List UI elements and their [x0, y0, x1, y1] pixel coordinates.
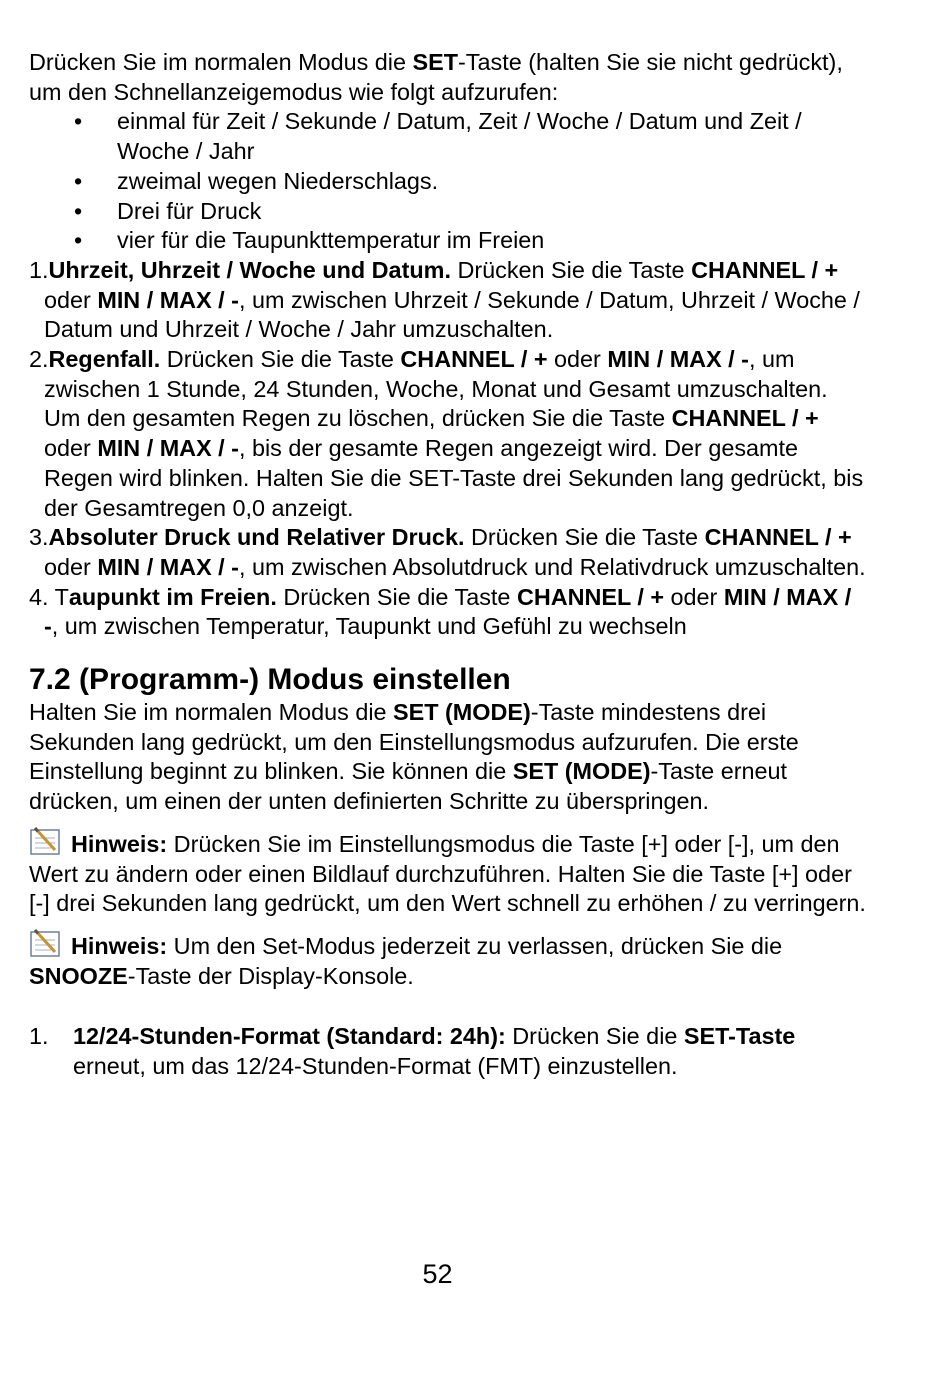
list-item: • vier für die Taupunkttemperatur im Freien [29, 226, 869, 256]
bullet-icon: • [74, 197, 83, 224]
bullet-icon: • [74, 108, 83, 135]
quick-display-list [29, 107, 869, 256]
list-item: • einmal für Zeit / Sekunde / Datum, Zeit / Woche / Datum und Zeit / Woche / Jahr [74, 108, 802, 165]
list-item: • Drei für Druck [29, 197, 869, 227]
intro-paragraph: Drücken Sie im normalen Modus die SET-Taste (halten Sie sie nicht gedrückt), um den Schnellanzeigemodus wie folgt aufzurufen: [29, 49, 843, 105]
note-pencil-icon [29, 826, 65, 856]
numbered-item-rain: 2.Regenfall. Drücken Sie die Taste CHANNEL / + oder MIN / MAX / -, um zwischen 1 Stunde, 24 Stunden, Woche, Monat und Gesamt umzuschalten. Um den gesamten Regen zu löschen, drücken Sie die Taste CHANNEL / + oder MIN / MAX / -, bis der gesamte Regen angezeigt wird. Der gesamte Regen wird blinken. Halten Sie die SET-Taste drei Sekunden lang gedrückt, bis der Gesamtregen 0,0 anzeigt. [29, 346, 864, 521]
bullet-icon: • [74, 167, 83, 194]
numbered-item-pressure: 3.Absoluter Druck und Relativer Druck. Drücken Sie die Taste CHANNEL / + oder MIN / MAX / -, um zwischen Absolutdruck und Relativdruck umzuschalten. [29, 524, 866, 580]
numbered-item-time: 1.Uhrzeit, Uhrzeit / Woche und Datum. Drücken Sie die Taste CHANNEL / + oder MIN / MAX / -, um zwischen Uhrzeit / Sekunde / Datum, Uhrzeit / Woche / Datum und Uhrzeit / Woche / Jahr umzuschalten. [29, 256, 860, 343]
bullet-icon: • [74, 227, 83, 254]
note-paragraph: Hinweis: Um den Set-Modus jederzeit zu verlassen, drücken Sie die SNOOZE-Taste der Display-Konsole. [29, 928, 869, 991]
page-number: 52 [422, 1259, 453, 1289]
manual-page [29, 48, 869, 1082]
section-heading: 7.2 (Programm-) Modus einstellen [29, 663, 511, 697]
section-paragraph: Halten Sie im normalen Modus die SET (MODE)-Taste mindestens drei Sekunden lang gedrückt, um den Einstellungsmodus aufzurufen. Die erste Einstellung beginnt zu blinken. Sie können die SET (MODE)-Taste erneut drücken, um einen der unten definierten Schritte zu überspringen. [29, 699, 799, 815]
note-pencil-icon [29, 928, 65, 958]
note-paragraph: Hinweis: Drücken Sie im Einstellungsmodus die Taste [+] oder [-], um den Wert zu ändern oder einen Bildlauf durchzuführen. Halten Sie die Taste [+] oder [-] drei Sekunden lang gedrückt, um den Wert schnell zu erhöhen / zu verringern. [29, 826, 869, 919]
numbered-item-dewpoint: 4. Taupunkt im Freien. Drücken Sie die Taste CHANNEL / + oder MIN / MAX / -, um zwischen Temperatur, Taupunkt und Gefühl zu wechseln [29, 583, 852, 640]
step-item: 1. 12/24-Stunden-Format (Standard: 24h): Drücken Sie die SET-Taste erneut, um das 12/24-Stunden-Format (FMT) einzustellen. [29, 1023, 796, 1080]
list-item: • zweimal wegen Niederschlags. [29, 167, 869, 197]
